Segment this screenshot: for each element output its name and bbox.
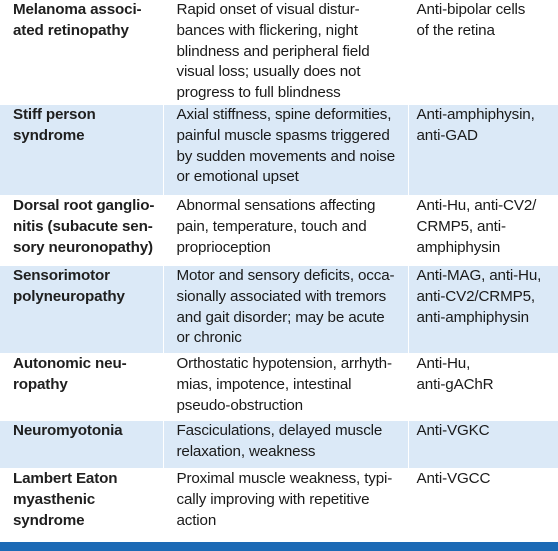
antibodies-cell: Anti-amphiphysin, anti-GAD [408,104,558,195]
symptoms-cell: Motor and sensory deficits, occa- sionally associated with tremors and gait disorder; may be acute or chronic [163,265,408,353]
symptoms-cell: Abnormal sensations affecting pain, temperature, touch and proprioception [163,195,408,265]
syndrome-cell: Dorsal root ganglio- nitis (subacute sen- sory neuronopathy) [0,195,163,265]
table-row [0,195,558,265]
syndrome-cell: Melanoma associ- ated retinopathy [0,0,163,104]
antibodies-cell: Anti-Hu, anti-gAChR [408,353,558,420]
antibodies-cell: Anti-Hu, anti-CV2/ CRMP5, anti- amphiphysin [408,195,558,265]
symptoms-cell: Orthostatic hypotension, arrhyth- mias, impotence, intestinal pseudo-obstruction [163,353,408,420]
table-row [0,353,558,420]
antibodies-cell: Anti-VGCC [408,468,558,541]
symptoms-cell: Fasciculations, delayed muscle relaxation, weakness [163,420,408,468]
table-row [0,265,558,353]
table-row [0,468,558,541]
syndrome-cell: Autonomic neu- ropathy [0,353,163,420]
symptoms-cell: Rapid onset of visual distur- bances with flickering, night blindness and peripheral field visual loss; usually does not progress to full blindness [163,0,408,104]
antibodies-cell: Anti-VGKC [408,420,558,468]
table-row [0,0,558,104]
syndrome-cell: Lambert Eaton myasthenic syndrome [0,468,163,541]
antibodies-cell: Anti-MAG, anti-Hu, anti-CV2/CRMP5, anti-amphiphysin [408,265,558,353]
symptoms-cell: Axial stiffness, spine deformities, painful muscle spasms triggered by sudden movements and noise or emotional upset [163,104,408,195]
bottom-accent-bar [0,542,558,551]
table-row [0,104,558,195]
antibodies-cell: Anti-bipolar cells of the retina [408,0,558,104]
syndrome-cell: Stiff person syndrome [0,104,163,195]
syndrome-cell: Sensorimotor polyneuropathy [0,265,163,353]
table-row [0,420,558,468]
syndrome-cell: Neuromyotonia [0,420,163,468]
symptoms-cell: Proximal muscle weakness, typi- cally improving with repetitive action [163,468,408,541]
